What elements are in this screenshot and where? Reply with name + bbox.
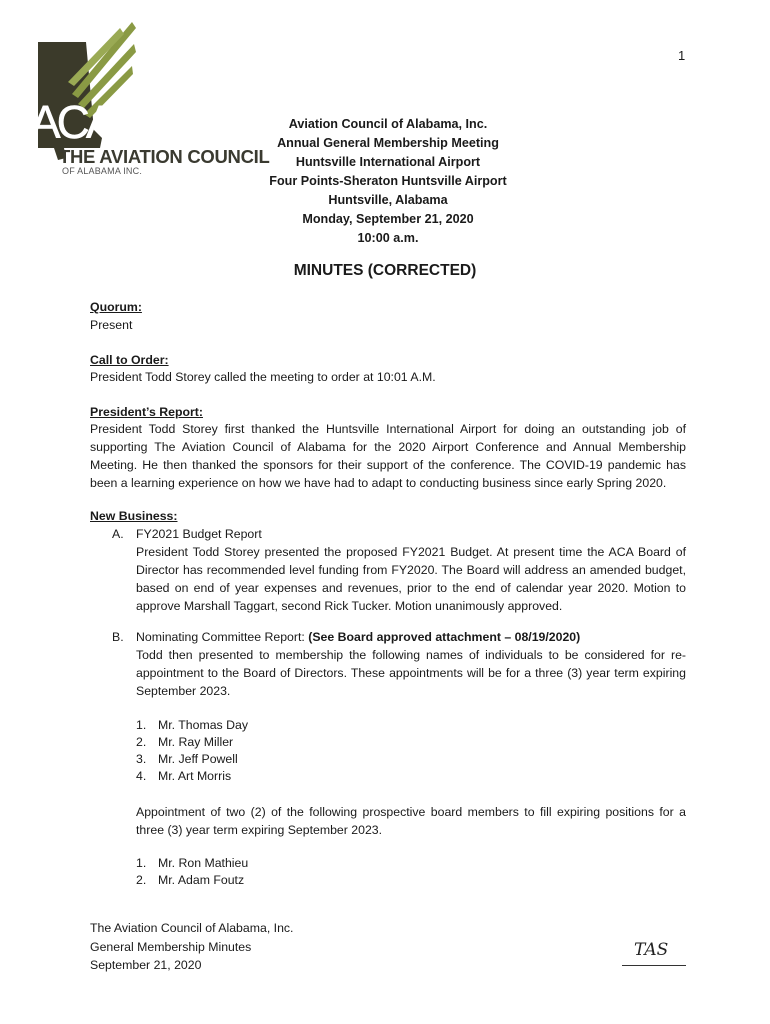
header-line: Monday, September 21, 2020 (302, 212, 474, 226)
aca-letters: ACA (30, 96, 113, 148)
item-b-letter: B. (112, 630, 124, 644)
call-to-order-heading: Call to Order: (90, 353, 169, 367)
quorum-heading: Quorum: (90, 300, 142, 314)
presidents-report-text: President Todd Storey first thanked the Huntsville International Airport for doing an outstanding job of supporting The Aviation Council of Alabama for the 2020 Airport Conference and Annual Membership Meeting. He then thanked the sponsors for their support of the conference. The COVID-19 pandemic has been a learning experience on how we have had to adapt to conducting business since early Spring 2020. (90, 422, 686, 490)
item-b-text2: Appointment of two (2) of the following prospective board members to fill expiring positions for a three (3) year term expiring September 2023. (136, 805, 686, 837)
item-a-letter: A. (112, 527, 124, 541)
call-to-order-text: President Todd Storey called the meeting to order at 10:01 A.M. (90, 370, 436, 384)
minutes-title: MINUTES (CORRECTED) (293, 262, 477, 279)
item-b-title (136, 630, 580, 644)
header-line: 10:00 a.m. (357, 231, 419, 245)
footer-line: General Membership Minutes (90, 939, 252, 954)
meeting-header (240, 115, 536, 248)
header-line: Annual General Membership Meeting (277, 136, 499, 150)
header-line: Huntsville International Airport (295, 155, 481, 169)
new-business-heading: New Business: (90, 509, 178, 523)
header-line: Aviation Council of Alabama, Inc. (288, 117, 488, 131)
page-number: 1 (678, 48, 686, 63)
header-line: Four Points-Sheraton Huntsville Airport (269, 174, 507, 188)
item-a-text: President Todd Storey presented the proposed FY2021 Budget. At present time the ACA Board of Director has recommended level funding from FY2020. The Board will address an amended budget, based on end of year expenses and revenues, prior to the end of calendar year 2020. Motion to approve Marshall Taggart, second Rick Tucker. Motion unanimously approved. (136, 545, 686, 613)
prospective-members-list (136, 855, 248, 889)
list-item: 2. Mr. Adam Foutz (136, 873, 245, 887)
initials-signature: TAS (634, 940, 669, 960)
header-line: Huntsville, Alabama (328, 193, 448, 207)
item-a-title: FY2021 Budget Report (136, 527, 262, 541)
list-item: 1. Mr. Ron Mathieu (136, 856, 249, 870)
presidents-report-heading: President’s Report: (90, 405, 203, 419)
footer-line: The Aviation Council of Alabama, Inc. (90, 921, 294, 935)
item-b-text: Todd then presented to membership the following names of individuals to be considered for re-appointment to the Board of Directors. These appointments will be for a three (3) year term expiring September 2023. (136, 648, 686, 698)
logo-subtitle: OF ALABAMA INC. (62, 166, 143, 176)
list-item: 2. Mr. Ray Miller (136, 735, 234, 749)
footer-line: September 21, 2020 (90, 958, 202, 972)
item-b-attachment-note: (See Board approved attachment – 08/19/2020) (308, 630, 581, 644)
item-b-title-text: Nominating Committee Report: (136, 630, 309, 644)
list-item: 4. Mr. Art Morris (136, 769, 232, 783)
reappointment-list (136, 717, 248, 785)
logo-title: THE AVIATION COUNCIL (59, 146, 270, 167)
quorum-text: Present (90, 318, 133, 332)
list-item: 1. Mr. Thomas Day (136, 718, 248, 732)
initials-line (622, 965, 686, 966)
list-item: 3. Mr. Jeff Powell (136, 752, 238, 766)
footer (90, 919, 293, 975)
